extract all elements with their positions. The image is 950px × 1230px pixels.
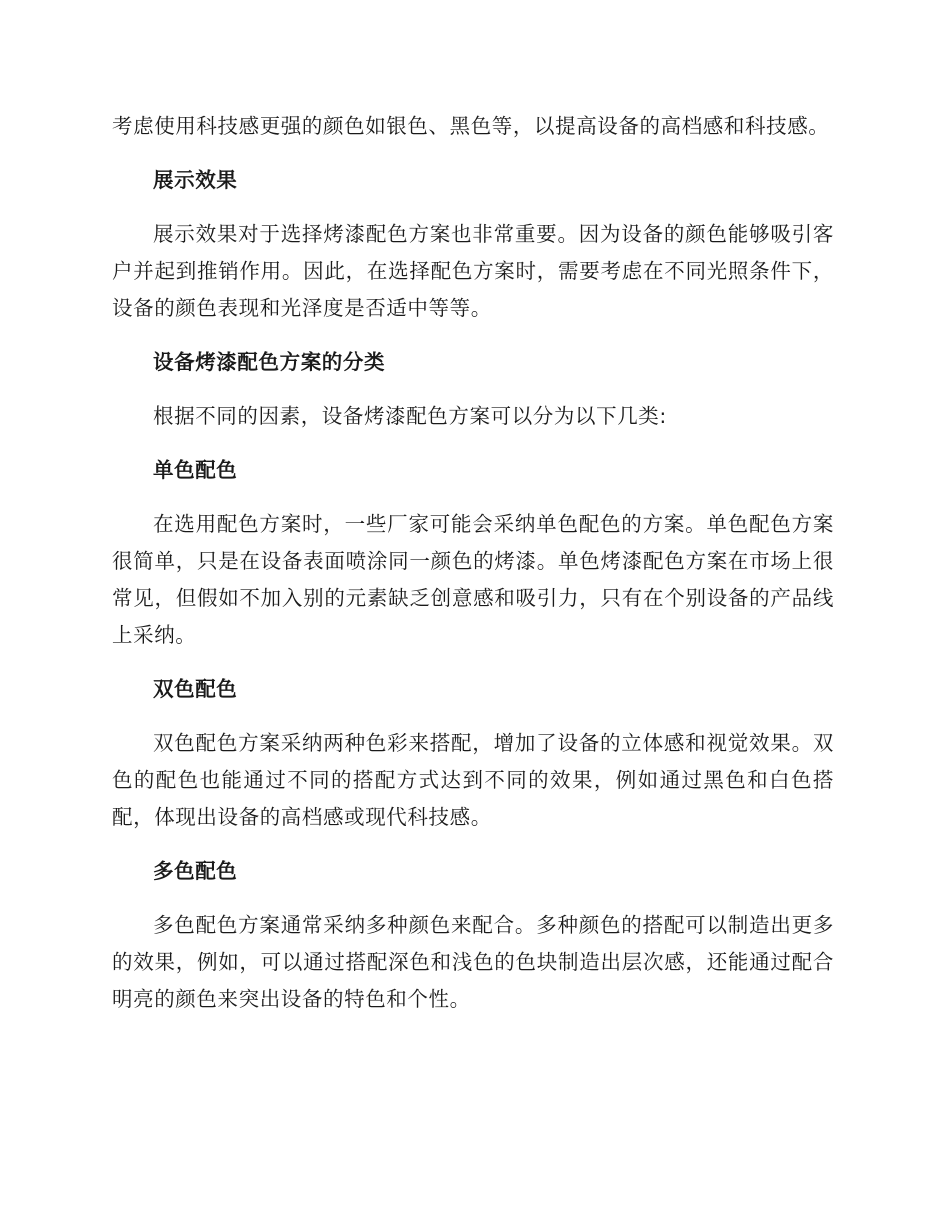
heading-multi-color: 多色配色 [153,859,238,883]
heading-dual-color: 双色配色 [153,677,238,701]
paragraph-dual-color: 双色配色方案采纳两种色彩来搭配，增加了设备的立体感和视觉效果。双色的配色也能通过不同的搭配方式达到不同的效果，例如通过黑色和白色搭配，体现出设备的高档感或现代科技感。 [112,731,834,829]
heading-display-effect: 展示效果 [153,168,238,192]
paragraph-single-color: 在选用配色方案时，一些厂家可能会采纳单色配色的方案。单色配色方案很简单，只是在设备表面喷涂同一颜色的烤漆。单色烤漆配色方案在市场上很常见，但假如不加入别的元素缺乏创意感和吸引力，只有在个别设备的产品线上采纳。 [112,512,834,647]
document-page [112,108,834,1035]
paragraph-display-effect: 展示效果对于选择烤漆配色方案也非常重要。因为设备的颜色能够吸引客户并起到推销作用。因此，在选择配色方案时，需要考虑在不同光照条件下，设备的颜色表现和光泽度是否适中等等。 [112,222,834,320]
heading-classification: 设备烤漆配色方案的分类 [153,350,386,374]
paragraph-continuation: 考虑使用科技感更强的颜色如银色、黑色等，以提高设备的高档感和科技感。 [112,114,830,138]
heading-single-color: 单色配色 [153,458,238,482]
paragraph-classification: 根据不同的因素，设备烤漆配色方案可以分为以下几类: [153,404,667,428]
paragraph-multi-color: 多色配色方案通常采纳多种颜色来配合。多种颜色的搭配可以制造出更多的效果，例如，可以通过搭配深色和浅色的色块制造出层次感，还能通过配合明亮的颜色来突出设备的特色和个性。 [112,913,834,1011]
